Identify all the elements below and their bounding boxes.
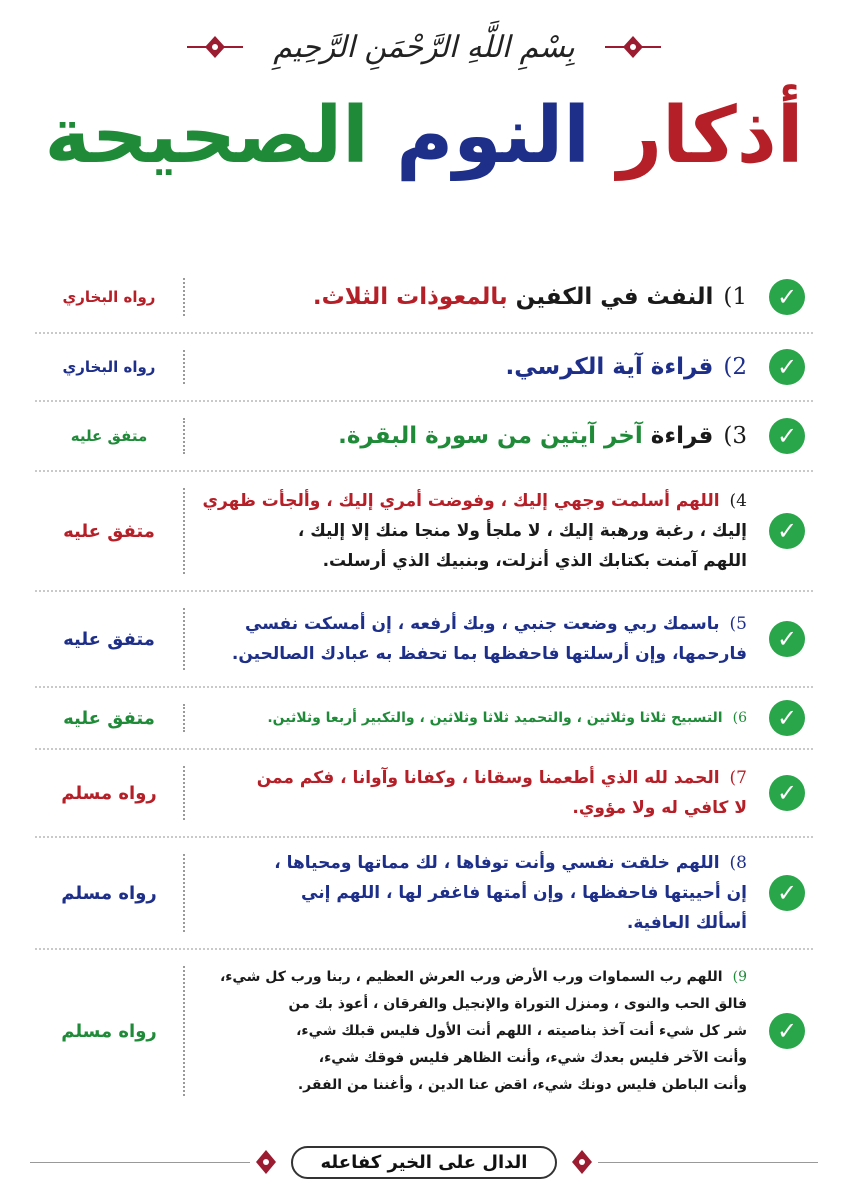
source-label: متفق عليه xyxy=(63,520,155,542)
check-icon: ✓ xyxy=(761,613,813,665)
source-label: رواه البخاري xyxy=(62,358,156,376)
list-item xyxy=(35,838,813,950)
item-text: 9)اللهم رب السماوات ورب الأرض ورب العرش العظيم ، ربنا ورب كل شيء، فالق الحب والنوى ، ومنزل التوراة والإنجيل والفرقان ، أعوذ بك من شر كل شيء أنت آخذ بناصيته ، اللهم أنت الأول فليس قبلك شيء، وأنت الآخر فليس بعدك شيء، وأنت الظاهر فليس فوقك شيء، وأنت الباطن فليس دونك شيء، اقض عنا الدين ، وأغننا من الفقر. xyxy=(219,968,747,1093)
check-icon: ✓ xyxy=(761,410,813,462)
footer-divider xyxy=(598,1162,818,1163)
check-icon: ✓ xyxy=(761,767,813,819)
ornament-icon xyxy=(603,32,663,62)
list-item xyxy=(35,592,813,688)
list-item xyxy=(35,262,813,334)
check-icon: ✓ xyxy=(761,505,813,557)
item-text: 7)الحمد لله الذي أطعمنا وسقانا ، وكفانا وآوانا ، فكم ممن لا كافي له ولا مؤوي. xyxy=(256,768,747,818)
list-item xyxy=(35,472,813,592)
item-text: 6)التسبيح ثلاثا وثلاثين ، والتحميد ثلاثا وثلاثين ، والتكبير أربعا وثلاثين. xyxy=(267,710,747,726)
ornament-icon xyxy=(248,1148,284,1176)
item-text: 2)قراءة آية الكرسي. xyxy=(505,354,747,380)
footer-divider xyxy=(30,1162,250,1163)
page-title xyxy=(0,90,848,184)
footer-label: الدال على الخير كفاعله xyxy=(291,1146,558,1179)
check-icon: ✓ xyxy=(761,271,813,323)
ornament-icon xyxy=(564,1148,600,1176)
item-text: 5)باسمك ربي وضعت جنبي ، وبك أرفعه ، إن أمسكت نفسي فارحمها، وإن أرسلتها فاحفظها بما تحفظ به عبادك الصالحين. xyxy=(231,614,747,664)
check-icon: ✓ xyxy=(761,692,813,744)
list-item xyxy=(35,688,813,750)
source-label: رواه مسلم xyxy=(61,782,157,804)
list-item xyxy=(35,750,813,838)
check-icon: ✓ xyxy=(761,341,813,393)
title-word-2: النوم xyxy=(396,91,591,181)
basmala: بِسْمِ اللَّهِ الرَّحْمَنِ الرَّحِيمِ xyxy=(273,29,575,65)
item-text: 3)قراءة آخر آيتين من سورة البقرة. xyxy=(338,423,747,449)
basmala-row xyxy=(0,22,848,72)
source-label: متفق عليه xyxy=(63,707,155,729)
adhkar-list xyxy=(35,262,813,1112)
title-word-1: أذكار xyxy=(617,91,804,181)
source-label: رواه مسلم xyxy=(61,882,157,904)
list-item xyxy=(35,402,813,472)
list-item xyxy=(35,950,813,1112)
footer xyxy=(30,1140,818,1184)
check-icon: ✓ xyxy=(761,867,813,919)
item-text: 1)النفث في الكفين بالمعوذات الثلاث. xyxy=(312,284,747,310)
source-label: رواه البخاري xyxy=(62,288,156,306)
source-label: متفق عليه xyxy=(63,628,155,650)
check-icon: ✓ xyxy=(761,1005,813,1057)
source-label: متفق عليه xyxy=(70,427,148,445)
item-text: 8)اللهم خلقت نفسي وأنت توفاها ، لك مماتها ومحياها ، إن أحييتها فاحفظها ، وإن أمتها فاغفر لها ، اللهم إني أسألك العافية. xyxy=(274,853,747,933)
title-word-3: الصحيحة xyxy=(44,91,369,181)
item-text: 4)اللهم أسلمت وجهي إليك ، وفوضت أمري إليك ، وألجأت ظهري إليك ، رغبة ورهبة إليك ، لا ملجأ ولا منجا منك إلا إليك ، اللهم آمنت بكتابك الذي أنزلت، وبنبيك الذي أرسلت. xyxy=(202,491,747,571)
source-label: رواه مسلم xyxy=(61,1020,157,1042)
ornament-icon xyxy=(185,32,245,62)
list-item xyxy=(35,334,813,402)
